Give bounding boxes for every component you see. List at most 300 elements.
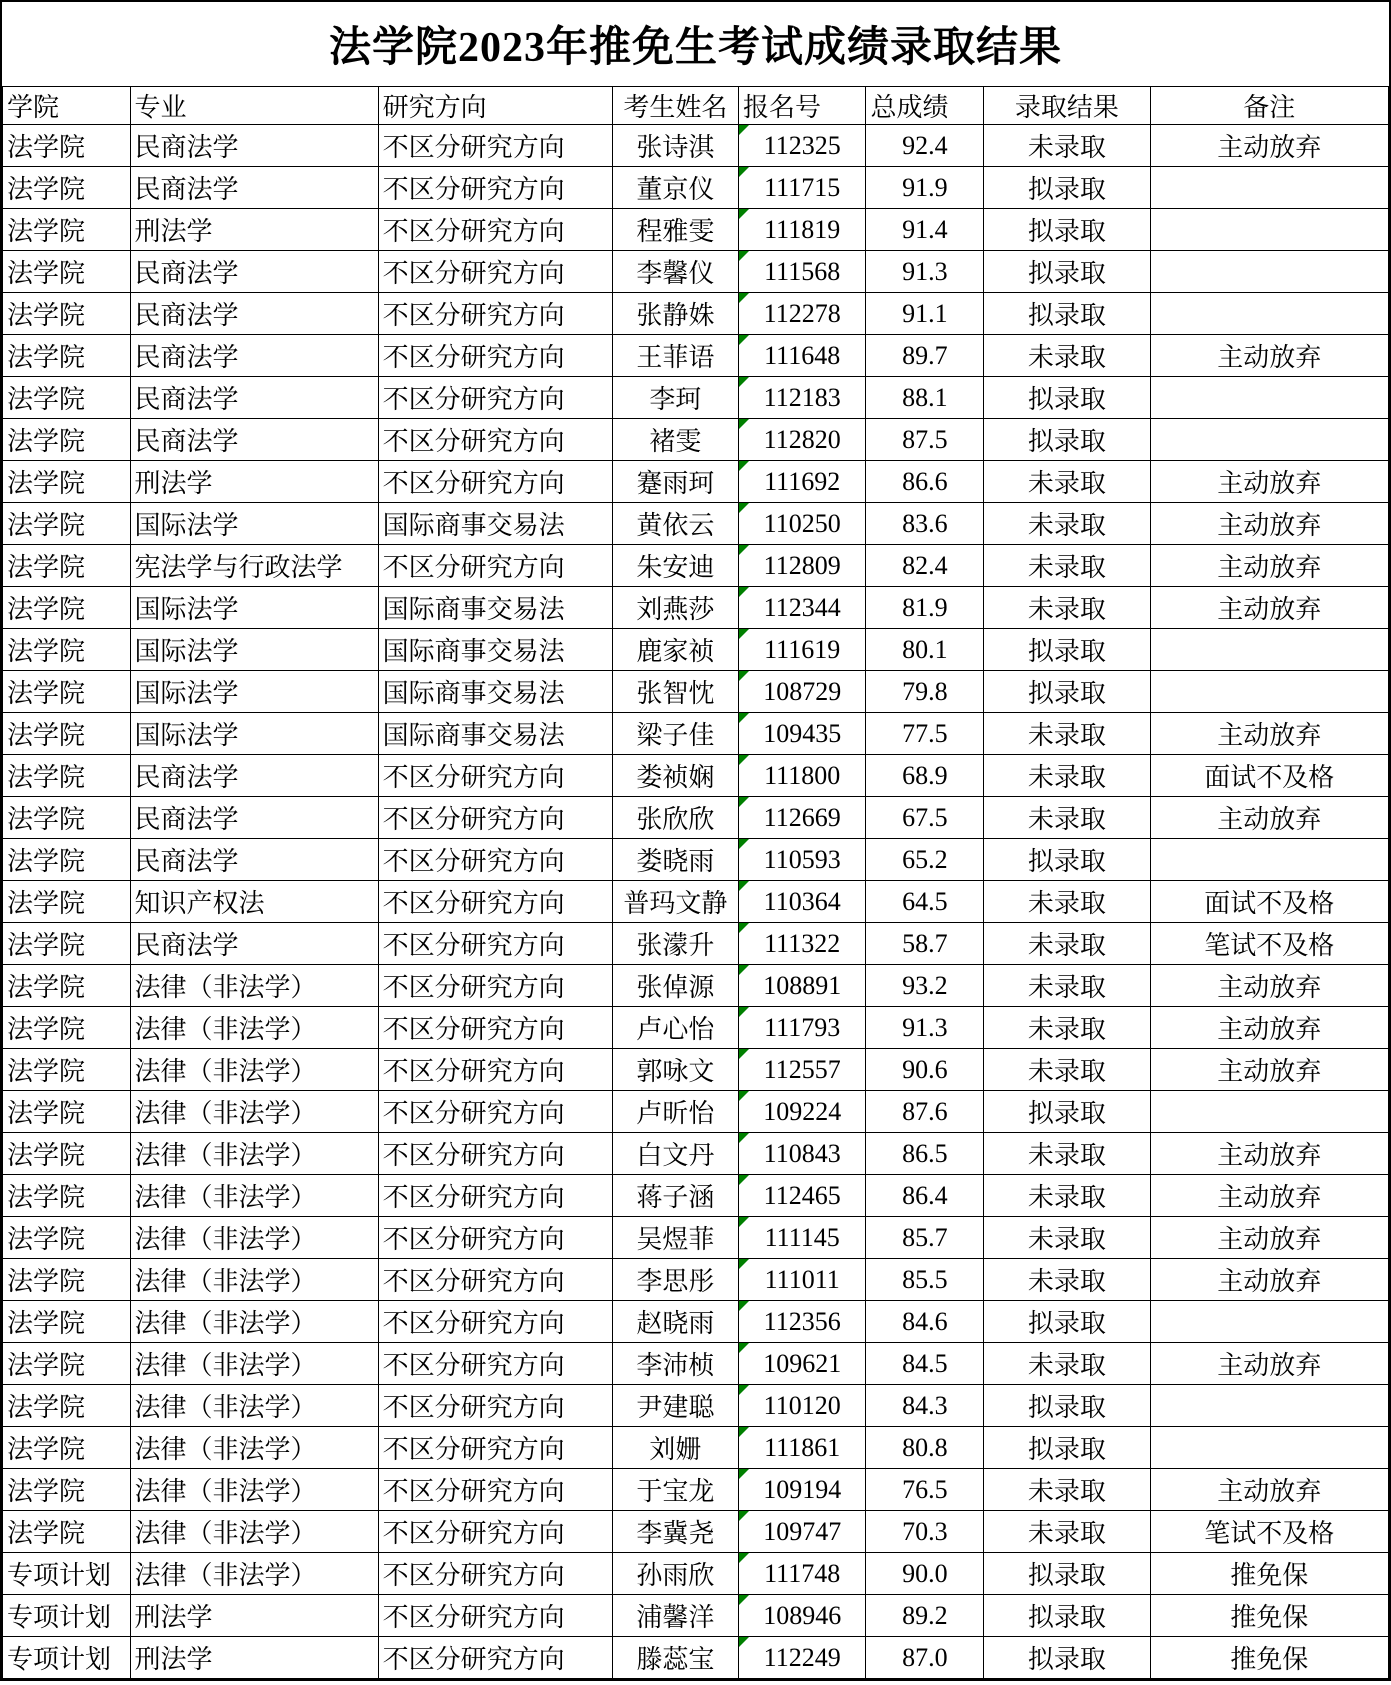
- table-row: [3, 167, 1389, 209]
- reg-no-value: 111793: [764, 1012, 841, 1042]
- cell-college: 专项计划: [3, 1553, 131, 1595]
- cell-note: [1150, 839, 1388, 881]
- cell-direction: 不区分研究方向: [378, 377, 612, 419]
- table-row: [3, 377, 1389, 419]
- cell-major: 法律（非法学）: [130, 1511, 378, 1553]
- table-row: [3, 1217, 1389, 1259]
- cell-name: 李馨仪: [612, 251, 738, 293]
- reg-no-value: 112669: [763, 802, 841, 832]
- cell-name: 梁子佳: [612, 713, 738, 755]
- cell-score: 58.7: [866, 923, 984, 965]
- number-stored-as-text-indicator-icon: [739, 545, 749, 555]
- cell-note: 主动放弃: [1150, 713, 1388, 755]
- cell-direction: 不区分研究方向: [378, 251, 612, 293]
- cell-major: 国际法学: [130, 671, 378, 713]
- cell-note: 主动放弃: [1150, 797, 1388, 839]
- reg-no-value: 112356: [763, 1306, 841, 1336]
- table-body: [3, 125, 1389, 1679]
- cell-reg-no: [738, 377, 866, 419]
- table-row: [3, 335, 1389, 377]
- cell-result: 未录取: [984, 923, 1150, 965]
- cell-result: 拟录取: [984, 671, 1150, 713]
- cell-name: 李珂: [612, 377, 738, 419]
- number-stored-as-text-indicator-icon: [739, 125, 749, 135]
- cell-name: 李冀尧: [612, 1511, 738, 1553]
- table-row: [3, 1007, 1389, 1049]
- cell-reg-no: [738, 1385, 866, 1427]
- cell-reg-no: [738, 1553, 866, 1595]
- reg-no-value: 109747: [763, 1516, 842, 1546]
- cell-score: 80.8: [866, 1427, 984, 1469]
- cell-college: 法学院: [3, 587, 131, 629]
- cell-college: 法学院: [3, 839, 131, 881]
- cell-college: 法学院: [3, 1259, 131, 1301]
- cell-major: 民商法学: [130, 755, 378, 797]
- number-stored-as-text-indicator-icon: [739, 209, 749, 219]
- cell-major: 法律（非法学）: [130, 1259, 378, 1301]
- cell-reg-no: [738, 1259, 866, 1301]
- cell-result: 拟录取: [984, 1385, 1150, 1427]
- number-stored-as-text-indicator-icon: [739, 1217, 749, 1227]
- cell-score: 68.9: [866, 755, 984, 797]
- cell-college: 法学院: [3, 377, 131, 419]
- cell-note: 主动放弃: [1150, 503, 1388, 545]
- cell-reg-no: [738, 461, 866, 503]
- cell-reg-no: [738, 1301, 866, 1343]
- cell-score: 85.7: [866, 1217, 984, 1259]
- cell-name: 吴煜菲: [612, 1217, 738, 1259]
- cell-direction: 不区分研究方向: [378, 1427, 612, 1469]
- cell-name: 张欣欣: [612, 797, 738, 839]
- cell-major: 民商法学: [130, 167, 378, 209]
- cell-note: [1150, 1427, 1388, 1469]
- cell-reg-no: [738, 545, 866, 587]
- cell-score: 93.2: [866, 965, 984, 1007]
- table-row: [3, 1049, 1389, 1091]
- cell-direction: 不区分研究方向: [378, 839, 612, 881]
- reg-no-value: 111861: [764, 1432, 841, 1462]
- cell-note: 笔试不及格: [1150, 923, 1388, 965]
- cell-name: 普玛文静: [612, 881, 738, 923]
- cell-result: 未录取: [984, 1217, 1150, 1259]
- cell-college: 法学院: [3, 965, 131, 1007]
- cell-note: 主动放弃: [1150, 1343, 1388, 1385]
- cell-direction: 不区分研究方向: [378, 545, 612, 587]
- number-stored-as-text-indicator-icon: [739, 839, 749, 849]
- cell-reg-no: [738, 839, 866, 881]
- cell-result: 拟录取: [984, 1091, 1150, 1133]
- number-stored-as-text-indicator-icon: [739, 1259, 749, 1269]
- cell-college: 法学院: [3, 335, 131, 377]
- cell-major: 民商法学: [130, 797, 378, 839]
- cell-note: 主动放弃: [1150, 545, 1388, 587]
- cell-direction: 不区分研究方向: [378, 335, 612, 377]
- table-row: [3, 1175, 1389, 1217]
- cell-score: 86.4: [866, 1175, 984, 1217]
- cell-score: 89.7: [866, 335, 984, 377]
- cell-note: 主动放弃: [1150, 965, 1388, 1007]
- table-row: [3, 755, 1389, 797]
- cell-result: 拟录取: [984, 629, 1150, 671]
- cell-major: 刑法学: [130, 461, 378, 503]
- number-stored-as-text-indicator-icon: [739, 1049, 749, 1059]
- cell-score: 90.0: [866, 1553, 984, 1595]
- cell-name: 黄依云: [612, 503, 738, 545]
- cell-score: 80.1: [866, 629, 984, 671]
- cell-college: 法学院: [3, 1511, 131, 1553]
- cell-major: 法律（非法学）: [130, 1007, 378, 1049]
- cell-note: [1150, 419, 1388, 461]
- reg-no-value: 110250: [763, 508, 841, 538]
- reg-no-value: 112278: [763, 298, 841, 328]
- cell-name: 白文丹: [612, 1133, 738, 1175]
- cell-result: 未录取: [984, 1133, 1150, 1175]
- cell-direction: 不区分研究方向: [378, 923, 612, 965]
- cell-direction: 国际商事交易法: [378, 713, 612, 755]
- number-stored-as-text-indicator-icon: [739, 923, 749, 933]
- cell-note: 推免保: [1150, 1553, 1388, 1595]
- reg-no-value: 108891: [763, 970, 842, 1000]
- cell-direction: 不区分研究方向: [378, 881, 612, 923]
- cell-major: 法律（非法学）: [130, 1301, 378, 1343]
- table-row: [3, 1343, 1389, 1385]
- header-row: [3, 87, 1389, 125]
- cell-name: 娄晓雨: [612, 839, 738, 881]
- cell-score: 87.6: [866, 1091, 984, 1133]
- number-stored-as-text-indicator-icon: [739, 293, 749, 303]
- column-header-direction: 研究方向: [378, 87, 612, 125]
- cell-college: 法学院: [3, 1427, 131, 1469]
- cell-result: 拟录取: [984, 1637, 1150, 1679]
- cell-direction: 不区分研究方向: [378, 419, 612, 461]
- cell-result: 未录取: [984, 1511, 1150, 1553]
- cell-reg-no: [738, 1091, 866, 1133]
- reg-no-value: 111568: [764, 256, 841, 286]
- cell-reg-no: [738, 797, 866, 839]
- cell-result: 未录取: [984, 503, 1150, 545]
- table-row: [3, 965, 1389, 1007]
- table-row: [3, 503, 1389, 545]
- table-row: [3, 881, 1389, 923]
- table-row: [3, 1511, 1389, 1553]
- cell-name: 程雅雯: [612, 209, 738, 251]
- cell-name: 朱安迪: [612, 545, 738, 587]
- cell-name: 刘姗: [612, 1427, 738, 1469]
- table-row: [3, 1427, 1389, 1469]
- column-header-result: 录取结果: [984, 87, 1150, 125]
- cell-note: 主动放弃: [1150, 461, 1388, 503]
- cell-reg-no: [738, 713, 866, 755]
- reg-no-value: 110593: [763, 844, 841, 874]
- cell-major: 法律（非法学）: [130, 1343, 378, 1385]
- cell-major: 法律（非法学）: [130, 1385, 378, 1427]
- cell-college: 法学院: [3, 1133, 131, 1175]
- table-row: [3, 587, 1389, 629]
- cell-name: 郭咏文: [612, 1049, 738, 1091]
- table-row: [3, 671, 1389, 713]
- cell-score: 85.5: [866, 1259, 984, 1301]
- cell-name: 蒋子涵: [612, 1175, 738, 1217]
- cell-reg-no: [738, 335, 866, 377]
- cell-score: 89.2: [866, 1595, 984, 1637]
- number-stored-as-text-indicator-icon: [739, 1553, 749, 1563]
- cell-college: 法学院: [3, 125, 131, 167]
- cell-major: 民商法学: [130, 419, 378, 461]
- cell-result: 未录取: [984, 965, 1150, 1007]
- cell-major: 民商法学: [130, 839, 378, 881]
- cell-name: 褚雯: [612, 419, 738, 461]
- cell-college: 法学院: [3, 503, 131, 545]
- cell-reg-no: [738, 1217, 866, 1259]
- cell-score: 91.1: [866, 293, 984, 335]
- number-stored-as-text-indicator-icon: [739, 1385, 749, 1395]
- cell-score: 91.9: [866, 167, 984, 209]
- cell-name: 鹿家祯: [612, 629, 738, 671]
- number-stored-as-text-indicator-icon: [739, 1595, 749, 1605]
- cell-direction: 不区分研究方向: [378, 1595, 612, 1637]
- cell-major: 国际法学: [130, 503, 378, 545]
- cell-college: 法学院: [3, 755, 131, 797]
- cell-note: [1150, 209, 1388, 251]
- cell-college: 法学院: [3, 713, 131, 755]
- cell-name: 娄祯娴: [612, 755, 738, 797]
- cell-direction: 不区分研究方向: [378, 1175, 612, 1217]
- number-stored-as-text-indicator-icon: [739, 335, 749, 345]
- cell-college: 法学院: [3, 251, 131, 293]
- table-row: [3, 1301, 1389, 1343]
- cell-result: 未录取: [984, 1007, 1150, 1049]
- cell-direction: 不区分研究方向: [378, 209, 612, 251]
- cell-note: [1150, 167, 1388, 209]
- results-table: [2, 86, 1389, 1679]
- cell-direction: 不区分研究方向: [378, 1637, 612, 1679]
- cell-direction: 不区分研究方向: [378, 1091, 612, 1133]
- reg-no-value: 111011: [764, 1264, 840, 1294]
- cell-name: 蹇雨珂: [612, 461, 738, 503]
- cell-major: 刑法学: [130, 209, 378, 251]
- cell-reg-no: [738, 503, 866, 545]
- reg-no-value: 111619: [764, 634, 841, 664]
- cell-score: 91.3: [866, 1007, 984, 1049]
- reg-no-value: 108729: [763, 676, 842, 706]
- cell-score: 87.5: [866, 419, 984, 461]
- cell-major: 宪法学与行政法学: [130, 545, 378, 587]
- cell-reg-no: [738, 1007, 866, 1049]
- number-stored-as-text-indicator-icon: [739, 1343, 749, 1353]
- cell-college: 法学院: [3, 419, 131, 461]
- number-stored-as-text-indicator-icon: [739, 797, 749, 807]
- cell-direction: 不区分研究方向: [378, 1343, 612, 1385]
- cell-result: 拟录取: [984, 1553, 1150, 1595]
- cell-direction: 不区分研究方向: [378, 1553, 612, 1595]
- cell-major: 民商法学: [130, 125, 378, 167]
- cell-result: 未录取: [984, 881, 1150, 923]
- cell-reg-no: [738, 755, 866, 797]
- cell-college: 法学院: [3, 1175, 131, 1217]
- cell-name: 张诗淇: [612, 125, 738, 167]
- cell-score: 91.3: [866, 251, 984, 293]
- cell-direction: 国际商事交易法: [378, 671, 612, 713]
- number-stored-as-text-indicator-icon: [739, 1469, 749, 1479]
- cell-direction: 不区分研究方向: [378, 1049, 612, 1091]
- cell-result: 拟录取: [984, 209, 1150, 251]
- cell-name: 滕蕊宝: [612, 1637, 738, 1679]
- cell-score: 84.3: [866, 1385, 984, 1427]
- cell-reg-no: [738, 293, 866, 335]
- table-row: [3, 839, 1389, 881]
- cell-major: 法律（非法学）: [130, 1427, 378, 1469]
- cell-note: 推免保: [1150, 1595, 1388, 1637]
- cell-result: 未录取: [984, 1343, 1150, 1385]
- cell-direction: 不区分研究方向: [378, 1385, 612, 1427]
- cell-score: 65.2: [866, 839, 984, 881]
- cell-score: 64.5: [866, 881, 984, 923]
- cell-score: 86.6: [866, 461, 984, 503]
- cell-score: 67.5: [866, 797, 984, 839]
- table-row: [3, 461, 1389, 503]
- cell-college: 法学院: [3, 923, 131, 965]
- cell-reg-no: [738, 251, 866, 293]
- cell-name: 李沛桢: [612, 1343, 738, 1385]
- cell-direction: 不区分研究方向: [378, 1259, 612, 1301]
- table-row: [3, 419, 1389, 461]
- table-row: [3, 1259, 1389, 1301]
- number-stored-as-text-indicator-icon: [739, 1091, 749, 1101]
- cell-major: 民商法学: [130, 377, 378, 419]
- cell-major: 法律（非法学）: [130, 1553, 378, 1595]
- cell-name: 王菲语: [612, 335, 738, 377]
- number-stored-as-text-indicator-icon: [739, 587, 749, 597]
- cell-note: 推免保: [1150, 1637, 1388, 1679]
- cell-note: 笔试不及格: [1150, 1511, 1388, 1553]
- cell-direction: 不区分研究方向: [378, 755, 612, 797]
- column-header-score: 总成绩: [866, 87, 984, 125]
- reg-no-value: 111819: [764, 214, 841, 244]
- cell-note: 主动放弃: [1150, 1007, 1388, 1049]
- table-row: [3, 1553, 1389, 1595]
- reg-no-value: 112183: [763, 382, 841, 412]
- cell-direction: 国际商事交易法: [378, 587, 612, 629]
- cell-college: 法学院: [3, 1343, 131, 1385]
- cell-name: 董京仪: [612, 167, 738, 209]
- cell-result: 拟录取: [984, 167, 1150, 209]
- cell-major: 法律（非法学）: [130, 1175, 378, 1217]
- table-row: [3, 125, 1389, 167]
- reg-no-value: 111648: [764, 340, 841, 370]
- cell-result: 拟录取: [984, 1595, 1150, 1637]
- cell-college: 法学院: [3, 881, 131, 923]
- cell-reg-no: [738, 1133, 866, 1175]
- cell-college: 法学院: [3, 1469, 131, 1511]
- cell-result: 未录取: [984, 713, 1150, 755]
- cell-name: 孙雨欣: [612, 1553, 738, 1595]
- column-header-note: 备注: [1150, 87, 1388, 125]
- cell-direction: 不区分研究方向: [378, 1217, 612, 1259]
- cell-note: [1150, 629, 1388, 671]
- cell-major: 民商法学: [130, 923, 378, 965]
- number-stored-as-text-indicator-icon: [739, 671, 749, 681]
- table-row: [3, 1091, 1389, 1133]
- reg-no-value: 112809: [763, 550, 841, 580]
- reg-no-value: 110364: [763, 886, 841, 916]
- cell-score: 82.4: [866, 545, 984, 587]
- reg-no-value: 112820: [763, 424, 841, 454]
- cell-major: 法律（非法学）: [130, 1091, 378, 1133]
- cell-name: 浦馨洋: [612, 1595, 738, 1637]
- cell-score: 87.0: [866, 1637, 984, 1679]
- cell-score: 84.6: [866, 1301, 984, 1343]
- number-stored-as-text-indicator-icon: [739, 965, 749, 975]
- cell-college: 法学院: [3, 1007, 131, 1049]
- cell-reg-no: [738, 1049, 866, 1091]
- cell-direction: 不区分研究方向: [378, 797, 612, 839]
- cell-major: 国际法学: [130, 713, 378, 755]
- number-stored-as-text-indicator-icon: [739, 1133, 749, 1143]
- cell-score: 91.4: [866, 209, 984, 251]
- cell-reg-no: [738, 1469, 866, 1511]
- cell-direction: 不区分研究方向: [378, 965, 612, 1007]
- cell-result: 拟录取: [984, 251, 1150, 293]
- reg-no-value: 111800: [764, 760, 841, 790]
- cell-major: 法律（非法学）: [130, 1469, 378, 1511]
- cell-college: 法学院: [3, 1049, 131, 1091]
- reg-no-value: 111322: [764, 928, 841, 958]
- number-stored-as-text-indicator-icon: [739, 1175, 749, 1185]
- cell-score: 92.4: [866, 125, 984, 167]
- reg-no-value: 112325: [763, 130, 841, 160]
- cell-score: 81.9: [866, 587, 984, 629]
- cell-college: 法学院: [3, 545, 131, 587]
- cell-name: 张濛升: [612, 923, 738, 965]
- cell-direction: 不区分研究方向: [378, 461, 612, 503]
- cell-major: 民商法学: [130, 293, 378, 335]
- number-stored-as-text-indicator-icon: [739, 377, 749, 387]
- reg-no-value: 112344: [763, 592, 841, 622]
- cell-result: 未录取: [984, 545, 1150, 587]
- cell-reg-no: [738, 629, 866, 671]
- cell-note: [1150, 293, 1388, 335]
- cell-result: 未录取: [984, 797, 1150, 839]
- cell-reg-no: [738, 965, 866, 1007]
- cell-score: 84.5: [866, 1343, 984, 1385]
- cell-name: 于宝龙: [612, 1469, 738, 1511]
- cell-direction: 不区分研究方向: [378, 1007, 612, 1049]
- cell-major: 民商法学: [130, 335, 378, 377]
- number-stored-as-text-indicator-icon: [739, 881, 749, 891]
- number-stored-as-text-indicator-icon: [739, 419, 749, 429]
- cell-reg-no: [738, 419, 866, 461]
- number-stored-as-text-indicator-icon: [739, 461, 749, 471]
- cell-result: 拟录取: [984, 293, 1150, 335]
- reg-no-value: 109194: [763, 1474, 842, 1504]
- cell-note: [1150, 377, 1388, 419]
- cell-result: 拟录取: [984, 839, 1150, 881]
- reg-no-value: 109621: [763, 1348, 842, 1378]
- cell-direction: 不区分研究方向: [378, 167, 612, 209]
- table-row: [3, 209, 1389, 251]
- cell-college: 法学院: [3, 167, 131, 209]
- cell-major: 法律（非法学）: [130, 1133, 378, 1175]
- cell-note: [1150, 1385, 1388, 1427]
- cell-note: 主动放弃: [1150, 1049, 1388, 1091]
- cell-score: 88.1: [866, 377, 984, 419]
- cell-college: 法学院: [3, 1091, 131, 1133]
- cell-name: 刘燕莎: [612, 587, 738, 629]
- column-header-reg-no: 报名号: [738, 87, 866, 125]
- cell-direction: 国际商事交易法: [378, 629, 612, 671]
- reg-no-value: 112557: [763, 1054, 841, 1084]
- cell-major: 法律（非法学）: [130, 1049, 378, 1091]
